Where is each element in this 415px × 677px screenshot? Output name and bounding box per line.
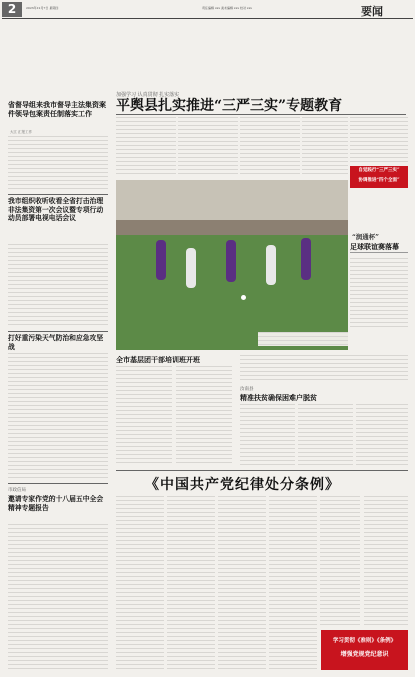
right-body	[350, 117, 408, 163]
page-label: 要闻	[361, 5, 383, 18]
bottom-col-6	[364, 496, 408, 626]
player-1	[156, 240, 166, 280]
middle-story-b-kicker: 汝南县	[240, 387, 254, 392]
ball	[241, 295, 246, 300]
middle-story-b-body-2	[298, 404, 353, 466]
lead-body-2	[178, 117, 238, 175]
left-divider-3	[8, 483, 108, 484]
promo-line-2: 协调推进“四个全面”	[358, 178, 400, 183]
bottom-col-2	[167, 496, 215, 670]
left-divider-2	[8, 331, 108, 332]
banner-line-2: 增强党规党纪意识	[340, 651, 389, 658]
lead-body-4	[302, 117, 348, 175]
bottom-banner	[321, 630, 408, 670]
masthead	[2, 2, 413, 19]
photo-caption	[258, 332, 348, 346]
middle-story-a-body-2	[176, 366, 232, 466]
lead-divider	[116, 114, 406, 115]
lead-kicker: 加强学习 认真贯彻 扎实落实	[116, 92, 180, 98]
left-story4-title: 邀请专家作党的十八届五中全会精神专题报告	[8, 495, 104, 512]
right-lower-body	[240, 355, 408, 383]
middle-story-b-body-1	[240, 404, 295, 466]
left-story2-body	[8, 244, 108, 328]
left-story4-body	[8, 524, 108, 670]
lead-body-1	[116, 117, 176, 175]
promo-box	[350, 166, 408, 188]
left-story1-body	[8, 136, 108, 191]
left-story3-title: 打好重污染天气防治和应急攻坚战	[8, 334, 104, 351]
photo-sky	[116, 180, 348, 220]
left-divider-1	[8, 194, 108, 195]
bottom-divider	[116, 470, 408, 471]
bottom-col-4	[269, 496, 317, 670]
promo-line-1: 自觉践行“三严三实”	[358, 168, 400, 173]
player-2	[186, 248, 196, 288]
player-5	[301, 238, 311, 280]
left-story1-title: 省督导组来我市督导主法集资案件领导包案责任制落实工作	[8, 100, 106, 118]
middle-story-b-title: 精准扶贫确保困难户脱贫	[240, 393, 317, 402]
sports-photo	[116, 180, 348, 350]
sports-quote: “润通杯”	[352, 233, 379, 241]
right-mid-body	[350, 258, 408, 328]
bottom-col-1	[116, 496, 164, 670]
masthead-info: 责任编辑 xxx 美术编辑 xxx 校对 xxx	[202, 6, 252, 10]
banner-line-1: 学习贯彻《准则》《条例》	[332, 638, 397, 644]
left-story3-body	[8, 353, 108, 480]
lead-body-3	[240, 117, 300, 175]
sports-title-rule	[350, 252, 408, 253]
masthead-date: 2023年12月7日 星期四	[26, 6, 59, 10]
middle-story-a-title: 全市基层团干部培训班开班	[116, 355, 200, 364]
player-3	[226, 240, 236, 282]
bottom-col-3	[218, 496, 266, 670]
left-story1-sub: 大江 汇报工作	[10, 130, 33, 134]
middle-story-a-body-1	[116, 366, 172, 466]
bottom-big-title: 《中国共产党纪律处分条例》	[145, 477, 340, 493]
lead-headline: 平舆县扎实推进“三严三实”专题教育	[116, 98, 343, 114]
photo-stands	[116, 220, 348, 235]
left-story4-kicker: 市政信局	[8, 488, 26, 493]
left-story2-title: 我市组织收听收看全省打击治理非法集资第一次会议暨专项行动动员部署电视电话会议	[8, 197, 104, 222]
bottom-col-5	[320, 496, 360, 626]
player-4	[266, 245, 276, 285]
page-number-box: 2	[2, 2, 22, 17]
sports-title: 足球联谊赛落幕	[350, 242, 399, 251]
middle-story-b-body-3	[356, 404, 408, 466]
